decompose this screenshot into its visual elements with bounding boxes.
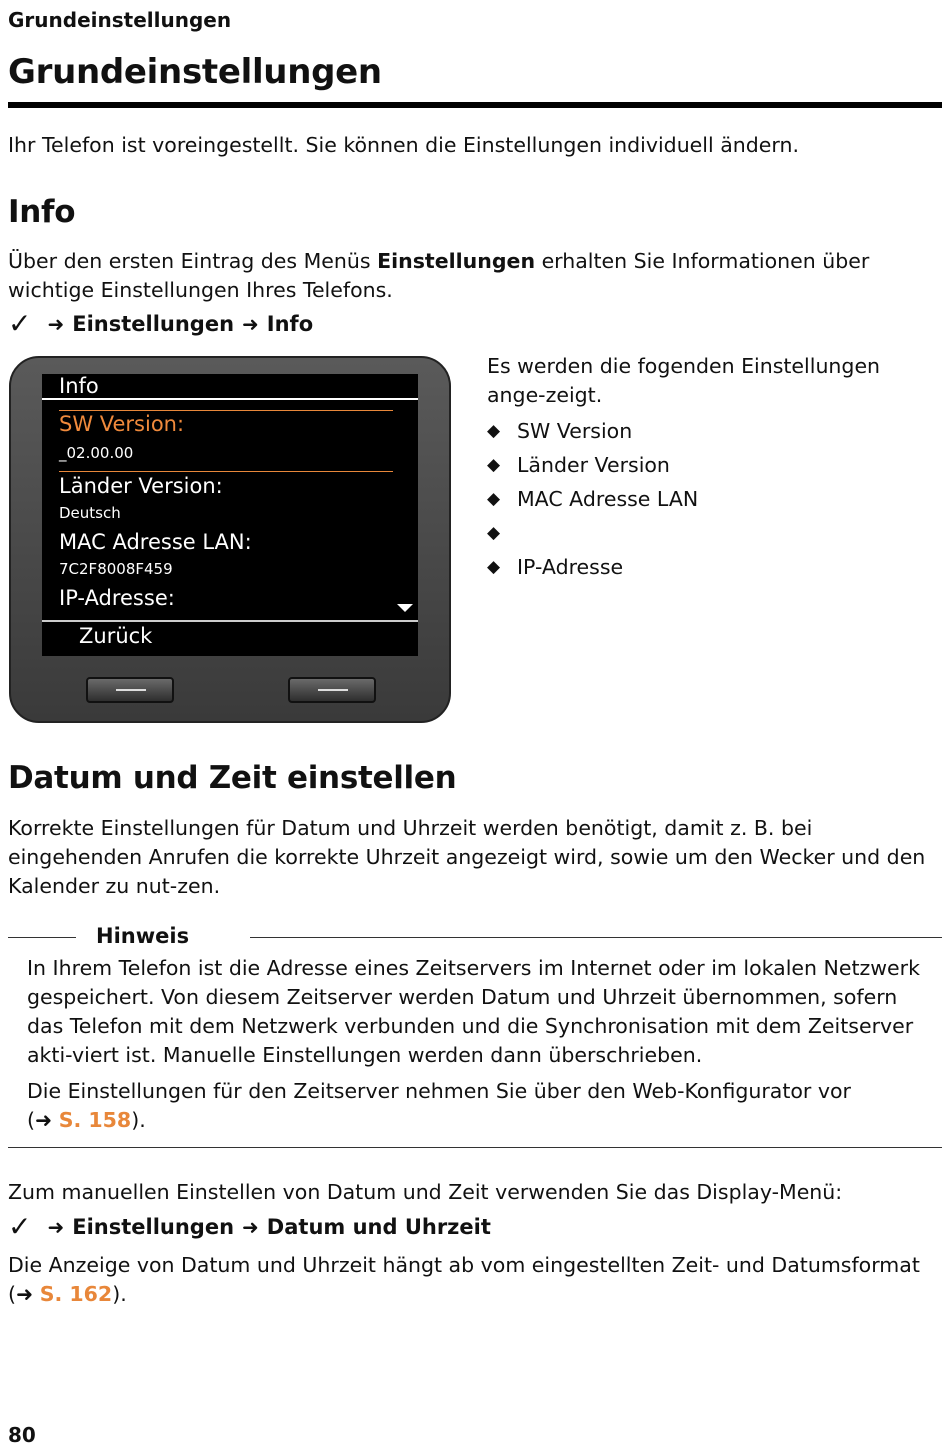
hint-link-text: Die Einstellungen für den Zeitserver nehmen Sie über den Web-Konfigurator vor — [27, 1079, 851, 1103]
left-softkey-button[interactable] — [86, 677, 174, 703]
arrow-right-icon: ➜ — [47, 1215, 65, 1239]
info-list-intro: Es werden die fogenden Einstellungen ange-zeigt. — [487, 354, 881, 407]
format-text: Die Anzeige von Datum und Uhrzeit hängt ab vom eingestellten Zeit- und Datumsformat (➜ S. 162). — [8, 1253, 920, 1306]
info-text-start: Über den ersten Eintrag des Menüs — [8, 249, 378, 273]
running-head: Grundeinstellungen — [8, 8, 232, 32]
list-item-text: IP-Adresse — [517, 554, 624, 579]
sw-version-value: _02.00.00 — [59, 444, 134, 462]
arrow-right-icon: ➜ — [16, 1282, 34, 1306]
list-item-text: Länder Version — [517, 452, 670, 477]
datetime-text: Korrekte Einstellungen für Datum und Uhrzeit werden benötigt, damit z. B. bei eingehenden Anrufen die korrekte Uhrzeit angezeigt wird, sowie um den Wecker und den Kalender zu nut-zen. — [8, 816, 926, 898]
manual-setting-text: Zum manuellen Einstellen von Datum und Zeit verwenden Sie das Display-Menü: — [8, 1180, 843, 1204]
menu-path-step: Info — [266, 312, 314, 336]
list-item — [487, 516, 942, 550]
list-item — [487, 414, 942, 448]
diamond-bullet-icon: ◆ — [487, 488, 501, 509]
softkey-rule — [42, 620, 418, 622]
hint-paragraph: In Ihrem Telefon ist die Adresse eines Zeitservers im Internet oder im lokalen Netzwerk gespeichert. Von diesem Zeitserver werden Datum und Uhrzeit übernommen, sofern das Telefon mit dem Netzwerk verbunden und die Synchronisation mit dem Zeitserver akti-viert ist. Manuelle Einstellungen werden dann überschrieben. — [27, 956, 920, 1067]
country-version-value: Deutsch — [59, 504, 121, 522]
intro-text: Ihr Telefon ist voreingestellt. Sie können die Einstellungen individuell ändern. — [8, 133, 799, 157]
menu-path-step: Einstellungen — [72, 1215, 235, 1239]
sw-version-label[interactable]: SW Version: — [59, 412, 185, 436]
list-item-text: MAC Adresse LAN — [517, 486, 699, 511]
info-menu-path — [8, 307, 314, 340]
info-settings-list — [487, 352, 942, 584]
list-item — [487, 482, 942, 516]
info-text — [8, 247, 940, 305]
arrow-right-icon: ➜ — [47, 312, 65, 336]
page-link-158[interactable]: S. 158 — [58, 1108, 132, 1132]
menu-path-step: Einstellungen — [72, 312, 235, 336]
selection-top-rule — [59, 410, 393, 411]
hint-rule-left — [8, 937, 76, 938]
info-text-end: erhalten Sie Informationen über wichtige Einstellungen Ihres Telefons. — [8, 249, 870, 302]
page-number: 80 — [8, 1423, 36, 1447]
diamond-bullet-icon: ◆ — [487, 556, 501, 577]
scroll-down-icon[interactable] — [397, 604, 413, 612]
arrow-right-icon: ➜ — [242, 1215, 259, 1239]
arrow-right-icon: ➜ — [35, 1108, 53, 1132]
screen-title: Info — [59, 374, 99, 398]
page-link-162[interactable]: S. 162 — [39, 1282, 113, 1306]
diamond-bullet-icon: ◆ — [487, 420, 501, 441]
phone-screen — [42, 374, 418, 656]
mac-address-label[interactable]: MAC Adresse LAN: — [59, 530, 252, 554]
back-softkey-label[interactable]: Zurück — [79, 624, 153, 648]
hint-title: Hinweis — [96, 924, 190, 948]
check-icon: ✓ — [8, 307, 32, 340]
hint-rule-right — [250, 937, 942, 938]
hint-end-rule — [8, 1147, 942, 1148]
page-title: Grundeinstellungen — [8, 52, 382, 92]
datetime-heading: Datum und Zeit einstellen — [8, 760, 457, 796]
country-version-label[interactable]: Länder Version: — [59, 474, 223, 498]
diamond-bullet-icon: ◆ — [487, 454, 501, 475]
info-heading: Info — [8, 194, 76, 230]
right-softkey-button[interactable] — [288, 677, 376, 703]
title-rule — [8, 102, 942, 108]
list-item — [487, 550, 942, 584]
menu-path-step: Datum und Uhrzeit — [266, 1215, 491, 1239]
list-item — [487, 448, 942, 482]
format-text-body: Die Anzeige von Datum und Uhrzeit hängt ab vom eingestellten Zeit- und Datumsformat — [8, 1253, 920, 1277]
mac-address-value: 7C2F8008F459 — [59, 560, 173, 578]
info-text-bold: Einstellungen — [377, 249, 536, 273]
screen-title-rule — [42, 398, 418, 400]
arrow-right-icon: ➜ — [242, 312, 259, 336]
diamond-bullet-icon: ◆ — [487, 522, 501, 543]
selection-bottom-rule — [59, 471, 393, 472]
list-item-text: SW Version — [517, 418, 633, 443]
hint-paragraph-link: Die Einstellungen für den Zeitserver nehmen Sie über den Web-Konfigurator vor (➜ S. 158). — [27, 1079, 851, 1132]
check-icon: ✓ — [8, 1210, 32, 1243]
datetime-menu-path — [8, 1210, 491, 1243]
ip-address-label[interactable]: IP-Adresse: — [59, 586, 175, 610]
